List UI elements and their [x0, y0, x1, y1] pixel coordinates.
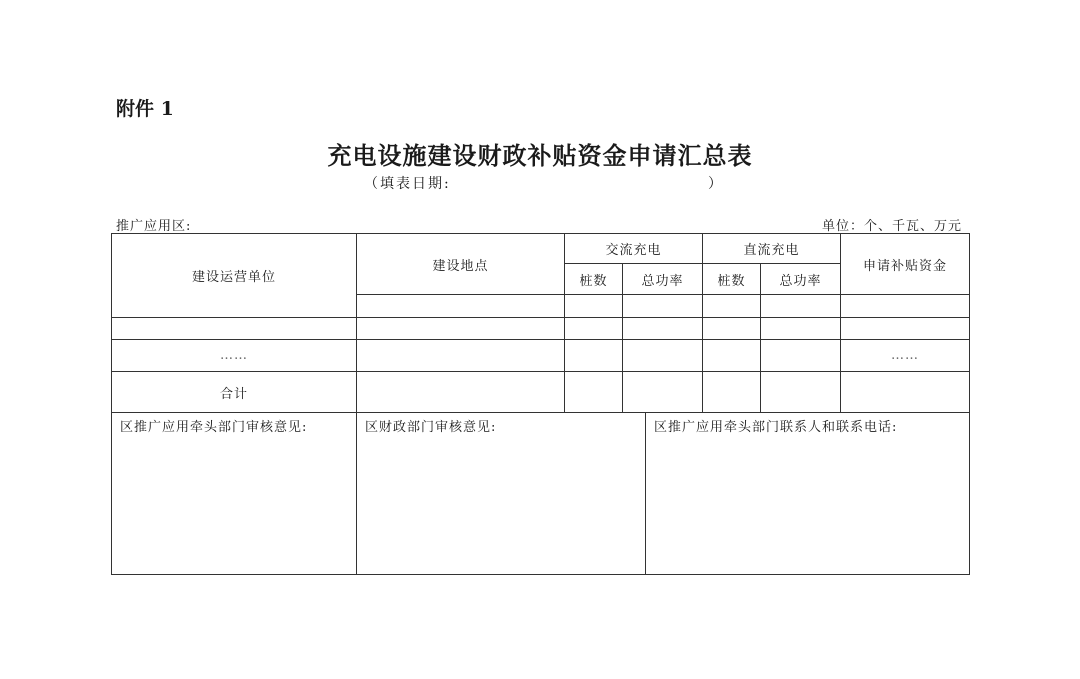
document-title: 充电设施建设财政补贴资金申请汇总表 [327, 141, 753, 170]
table-row [112, 318, 970, 340]
table-cell[interactable] [623, 372, 703, 413]
table-cell[interactable] [623, 318, 703, 340]
ellipsis-cell: …… [841, 340, 970, 372]
review-opinions-table [111, 412, 970, 575]
finance-review-box[interactable] [357, 413, 646, 575]
header-ac-pile-count: 桩数 [565, 264, 623, 295]
header-dc-total-power: 总功率 [761, 264, 841, 295]
table-cell[interactable] [761, 372, 841, 413]
header-dc-pile-count: 桩数 [703, 264, 761, 295]
table-cell[interactable] [357, 318, 565, 340]
table-cell[interactable] [565, 318, 623, 340]
total-label: 合计 [112, 372, 357, 413]
table-cell[interactable] [565, 295, 623, 318]
fill-date-close: ） [708, 176, 722, 192]
table-cell[interactable] [841, 295, 970, 318]
header-location: 建设地点 [357, 234, 565, 295]
contact-info-box[interactable] [646, 413, 970, 575]
header-ac-total-power: 总功率 [623, 264, 703, 295]
fill-date-label: （填表日期: [364, 176, 451, 192]
header-operator: 建设运营单位 [112, 234, 357, 318]
table-cell[interactable] [841, 318, 970, 340]
district-lead-review-box[interactable] [112, 413, 357, 575]
finance-review-label: 区财政部门审核意见: [365, 420, 497, 435]
total-row [112, 372, 970, 413]
table-cell[interactable] [623, 295, 703, 318]
table-row [112, 340, 970, 372]
table-cell[interactable] [565, 372, 623, 413]
table-cell[interactable] [703, 372, 761, 413]
table-cell[interactable] [357, 340, 565, 372]
header-ac-charging: 交流充电 [565, 234, 703, 264]
table-cell[interactable] [703, 318, 761, 340]
table-cell[interactable] [761, 318, 841, 340]
summary-table [111, 233, 970, 413]
table-cell[interactable] [357, 372, 565, 413]
district-lead-review-label: 区推广应用牵头部门审核意见: [120, 420, 308, 435]
table-cell[interactable] [761, 340, 841, 372]
table-cell[interactable] [841, 372, 970, 413]
table-cell[interactable] [703, 295, 761, 318]
table-cell[interactable] [703, 340, 761, 372]
table-cell[interactable] [112, 318, 357, 340]
district-label: 推广应用区: [116, 219, 192, 234]
unit-label: 单位：个、千瓦、万元 [821, 219, 962, 234]
table-cell[interactable] [761, 295, 841, 318]
attachment-label: 附件 1 [116, 98, 174, 120]
contact-info-label: 区推广应用牵头部门联系人和联系电话: [654, 420, 898, 435]
table-cell[interactable] [565, 340, 623, 372]
header-dc-charging: 直流充电 [703, 234, 841, 264]
table-cell[interactable] [357, 295, 565, 318]
table-cell[interactable] [623, 340, 703, 372]
ellipsis-cell: …… [112, 340, 357, 372]
header-subsidy: 申请补贴资金 [841, 234, 970, 295]
